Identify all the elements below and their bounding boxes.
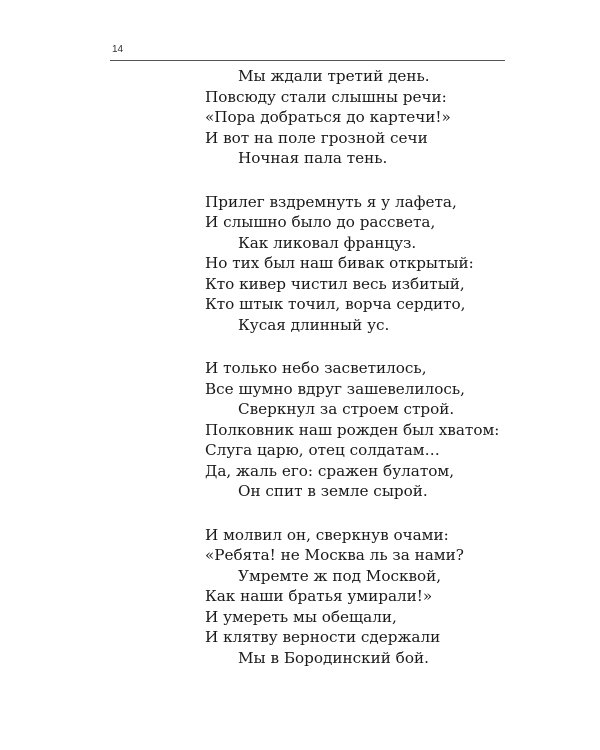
poem-line: Мы ждали третий день. bbox=[238, 67, 430, 85]
poem-line: Ночная пала тень. bbox=[238, 149, 388, 167]
poem-line: Все шумно вдруг зашевелилось, bbox=[205, 379, 465, 398]
poem-line: «Пора добраться до картечи!» bbox=[205, 108, 451, 126]
poem-line: Кусая длинный ус. bbox=[238, 315, 390, 334]
poem-line: И только небо засветилось, bbox=[205, 359, 427, 377]
poem-line: Полковник наш рожден был хватом: bbox=[205, 420, 500, 439]
poem-line: Но тих был наш бивак открытый: bbox=[205, 254, 474, 272]
poem-line: Прилег вздремнуть я у лафета, bbox=[205, 192, 457, 211]
poem-line: Сверкнул за строем строй. bbox=[238, 400, 455, 418]
poem-line: И слышно было до рассвета, bbox=[205, 213, 436, 231]
poem-line: Да, жаль его: сражен булатом, bbox=[205, 461, 455, 480]
poem-line: Как наши братья умирали!» bbox=[205, 587, 433, 605]
page-number: 14 bbox=[112, 44, 124, 55]
poem-line: Мы в Бородинский бой. bbox=[238, 648, 429, 667]
poem-line: Он спит в земле сырой. bbox=[238, 482, 428, 500]
poem-line: Как ликовал француз. bbox=[238, 233, 417, 252]
poem-line: И молвил он, сверкнув очами: bbox=[205, 525, 449, 544]
poem-line: Кто кивер чистил весь избитый, bbox=[205, 274, 465, 293]
poem-line: Умремте ж под Москвой, bbox=[238, 566, 442, 585]
poem-line: «Ребята! не Москва ль за нами? bbox=[205, 546, 464, 564]
poem-line: Повсюду стали слышны речи: bbox=[205, 87, 447, 106]
poem-line: И вот на поле грозной сечи bbox=[205, 128, 428, 147]
poem-line: И умереть мы обещали, bbox=[205, 607, 397, 626]
poem-line: Слуга царю, отец солдатам… bbox=[205, 441, 440, 459]
header-rule bbox=[110, 60, 505, 61]
poem-line: И клятву верности сдержали bbox=[205, 628, 441, 646]
poem-line: Кто штык точил, ворча сердито, bbox=[205, 295, 466, 313]
